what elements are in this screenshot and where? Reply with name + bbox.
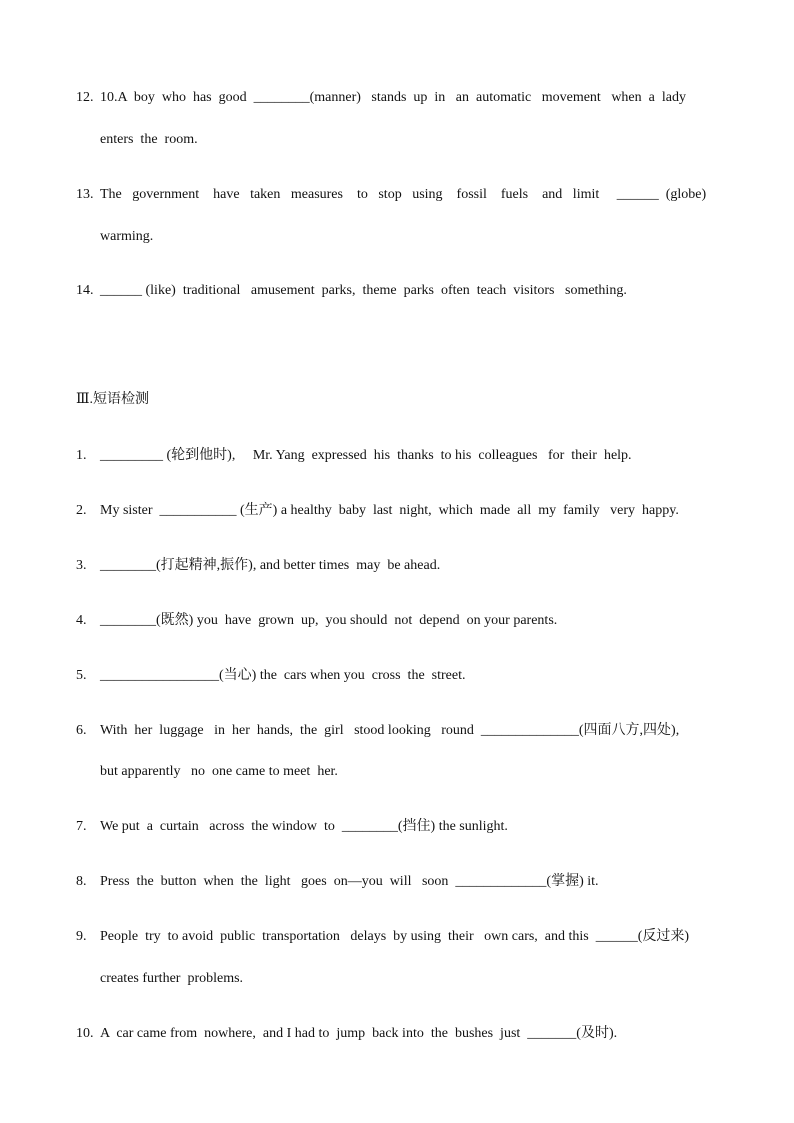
question-number: 7. — [76, 819, 87, 834]
question-number: 1. — [76, 448, 87, 463]
question-text-line: A car came from nowhere, and I had to jump back into the bushes just _______(及时). — [100, 1026, 618, 1041]
question-number: 9. — [76, 929, 87, 944]
question-text-line: The government have taken measures to stop using fossil fuels and limit ______ (globe) — [100, 187, 707, 202]
question-text-line: ________(既然) you have grown up, you should not depend on your parents. — [100, 613, 558, 628]
question-number: 6. — [76, 723, 87, 738]
question-text-line: My sister ___________ (生产) a healthy baby last night, which made all my family very happy. — [100, 503, 679, 518]
question-text-line: With her luggage in her hands, the girl stood looking round ______________(四面八方,四处), — [100, 723, 680, 738]
question-text-line: ______ (like) traditional amusement parks, theme parks often teach visitors something. — [100, 283, 627, 298]
question-text-line: 10.A boy who has good ________(manner) stands up in an automatic movement when a lady — [100, 90, 686, 105]
question-number: 10. — [76, 1026, 94, 1041]
question-number: 5. — [76, 668, 87, 683]
question-number: 14. — [76, 283, 94, 298]
question-text-line: but apparently no one came to meet her. — [100, 764, 338, 779]
question-text-line: _________ (轮到他时), Mr. Yang expressed his thanks to his colleagues for their help. — [100, 448, 632, 463]
question-text-line: creates further problems. — [100, 971, 244, 986]
question-number: 2. — [76, 503, 87, 518]
question-text-line: warming. — [100, 229, 154, 244]
question-number: 8. — [76, 874, 87, 889]
question-text-line: We put a curtain across the window to ________(挡住) the sunlight. — [100, 819, 508, 834]
question-text-line: Press the button when the light goes on—you will soon _____________(掌握) it. — [100, 874, 599, 889]
question-number: 3. — [76, 558, 87, 573]
question-text-line: _________________(当心) the cars when you cross the street. — [100, 668, 466, 683]
question-text-line: enters the room. — [100, 132, 198, 147]
section-title: Ⅲ.短语检测 — [76, 392, 150, 407]
question-number: 12. — [76, 90, 94, 105]
question-number: 13. — [76, 187, 94, 202]
question-number: 4. — [76, 613, 87, 628]
question-text-line: ________(打起精神,振作), and better times may be ahead. — [100, 558, 441, 573]
question-text-line: People try to avoid public transportation delays by using their own cars, and this ______(反过来) — [100, 929, 690, 944]
